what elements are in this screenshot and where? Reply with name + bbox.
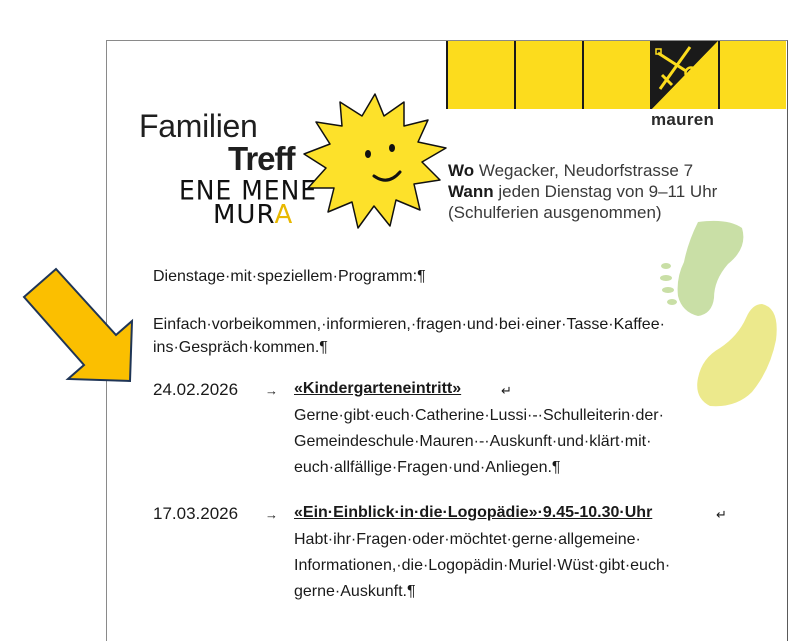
logo-mura-a: A — [274, 200, 294, 230]
banner-cell — [582, 41, 650, 109]
location-value: Wegacker, Neudorfstrasse 7 — [474, 161, 694, 180]
banner-cell — [718, 41, 786, 109]
description-paragraph — [153, 313, 743, 359]
holiday-note: (Schulferien ausgenommen) — [448, 203, 662, 222]
location-time-info — [448, 160, 717, 223]
event-title — [294, 504, 652, 522]
event-description — [294, 403, 734, 481]
time-line — [448, 181, 717, 202]
event-description-line: euch·allfällige·Fragen·und·Anliegen.¶ — [294, 459, 561, 476]
description-line: ins·Gespräch·kommen.¶ — [153, 339, 328, 356]
event-title-text: «Ein·Einblick·in·die·Logopädie»·9.45-10.30·Uhr — [294, 504, 653, 521]
time-label: Wann — [448, 182, 494, 201]
event-description-line: Habt·ihr·Fragen·oder·möchtet·gerne·allgemeine· — [294, 531, 641, 548]
event-description-line: Informationen,·die·Logopädin·Muriel·Wüst·gibt·euch· — [294, 557, 671, 574]
location-line — [448, 160, 717, 181]
event-description-line: gerne·Auskunft.¶ — [294, 583, 416, 600]
logo-treff-text: Treff — [228, 140, 295, 177]
logo-ene-mene-text: ENE MENE — [179, 175, 318, 206]
event-title — [294, 380, 461, 398]
coat-of-arms-icon — [650, 41, 718, 109]
logo-familien-text: Familien — [139, 108, 258, 144]
tab-arrow-icon: → — [265, 507, 278, 522]
tab-arrow-icon: → — [265, 383, 278, 398]
line-break-mark-icon: ↵ — [501, 383, 512, 398]
intro-paragraph: Dienstage·mit·speziellem·Programm:¶ — [153, 268, 426, 285]
arrow-down-right-icon — [20, 265, 140, 390]
event-title-text: «Kindergarteneintritt» — [294, 380, 462, 397]
event-description-line: Gemeindeschule·Mauren·-·Auskunft·und·klärt·mit· — [294, 433, 652, 450]
event-description-line: Gerne·gibt·euch·Catherine·Lussi·-·Schulleiterin·der· — [294, 407, 664, 424]
smiling-sun-icon — [300, 92, 450, 232]
logo-mura-text — [213, 200, 293, 230]
banner-cell — [514, 41, 582, 109]
event-description — [294, 527, 764, 605]
event-date: 17.03.2026 — [153, 504, 239, 523]
municipality-banner — [446, 41, 786, 109]
municipality-name: mauren — [651, 110, 715, 129]
banner-cell — [446, 41, 514, 109]
description-line: Einfach·vorbeikommen,·informieren,·fragen·und·bei·einer·Tasse·Kaffee· — [153, 316, 665, 333]
logo-mura-part: MUR — [213, 200, 275, 230]
location-label: Wo — [448, 161, 475, 180]
line-break-mark-icon: ↵ — [716, 507, 727, 522]
time-value: jeden Dienstag von 9–11 Uhr — [493, 182, 718, 201]
event-date: 24.02.2026 — [153, 380, 239, 399]
